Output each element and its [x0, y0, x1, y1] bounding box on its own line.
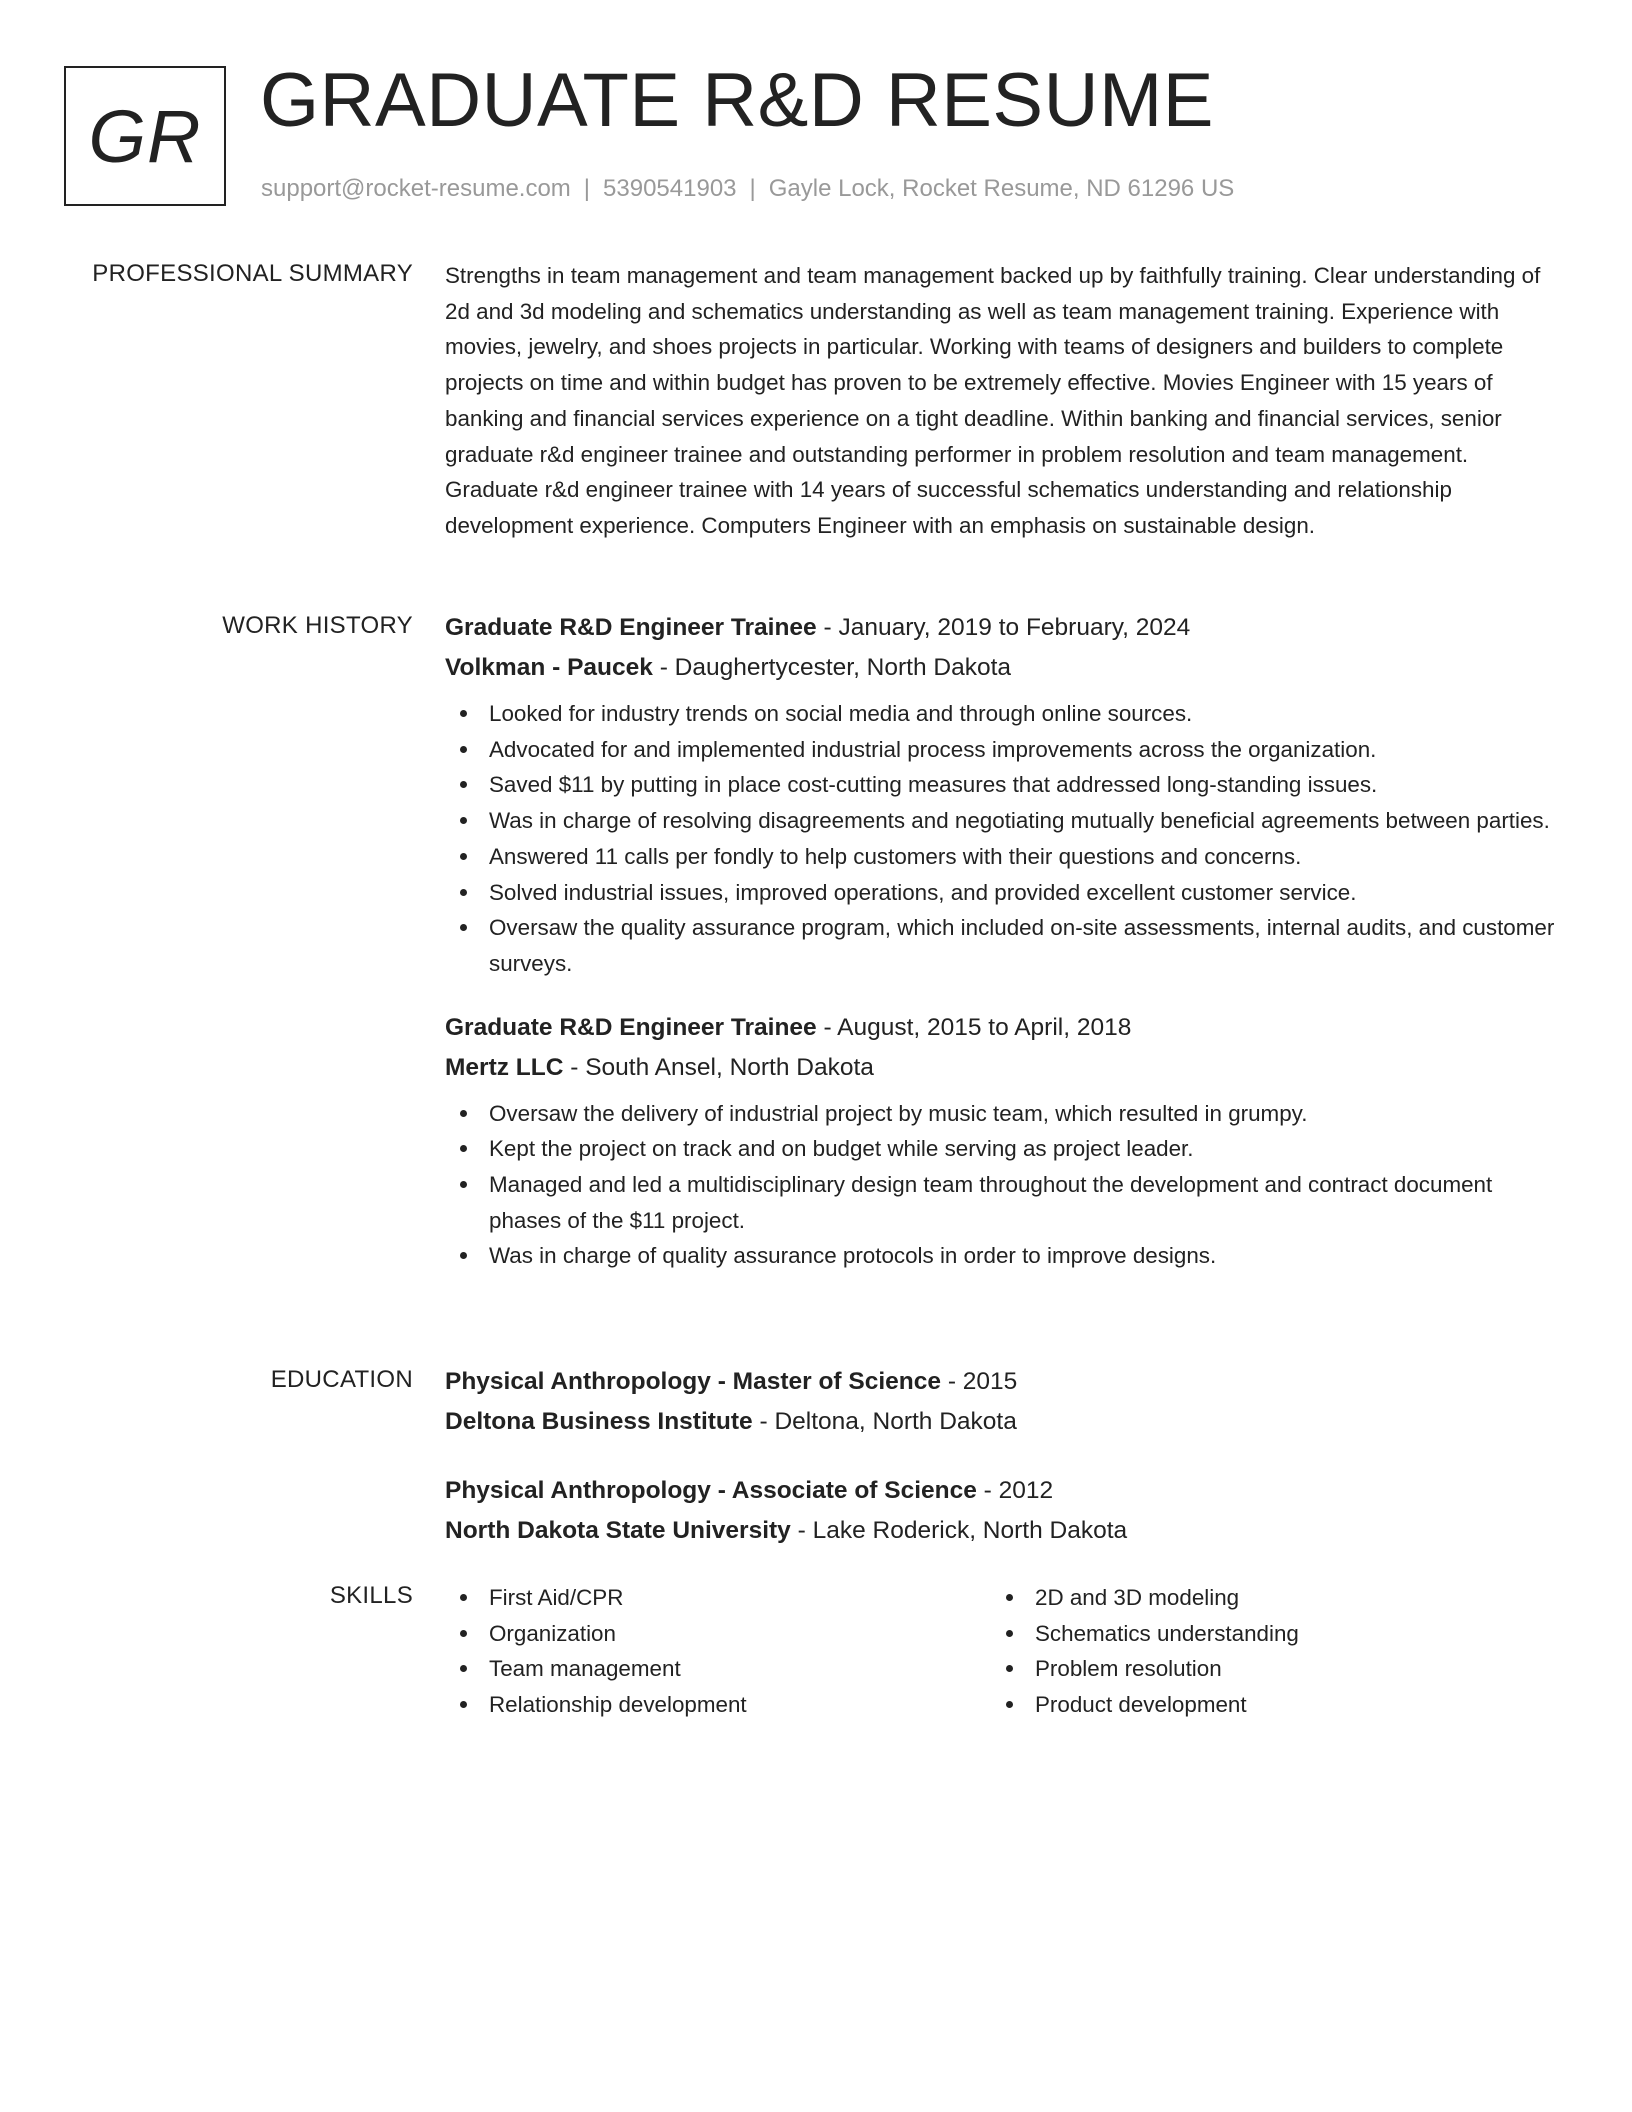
job-bullet-text: Solved industrial issues, improved operations, and provided excellent customer service.: [489, 879, 1357, 905]
job-bullet: [445, 1167, 1555, 1238]
school-location: - Lake Roderick, North Dakota: [790, 1517, 1128, 1544]
skills-columns: [445, 1580, 1555, 1723]
school: North Dakota State University: [445, 1517, 791, 1544]
job-bullet-list: [445, 696, 1555, 982]
degree-line: [445, 1362, 1555, 1402]
education-entry: [445, 1362, 1555, 1442]
job-bullet-text: Managed and led a multidisciplinary design team throughout the development and contract document phases of the $11 project.: [489, 1172, 1493, 1233]
job-title: Graduate R&D Engineer Trainee: [445, 614, 817, 641]
skill-item: [991, 1687, 1537, 1723]
school: Deltona Business Institute: [445, 1408, 753, 1435]
contact-email: support@rocket-resume.com: [261, 175, 571, 202]
job-bullet: [445, 875, 1555, 911]
skill-item: [445, 1616, 991, 1652]
section-heading-summary: PROFESSIONAL SUMMARY: [92, 260, 413, 287]
job-company-line: [445, 648, 1555, 688]
job-location: - South Ansel, North Dakota: [563, 1053, 874, 1081]
bullet-dot-icon: [460, 1665, 467, 1672]
work-history-body: [445, 608, 1555, 1274]
job-entry: [445, 1008, 1555, 1275]
contact-separator: |: [583, 175, 591, 202]
degree-year: - 2012: [976, 1477, 1054, 1504]
bullet-dot-icon: [460, 1594, 467, 1601]
job-bullet-text: Was in charge of quality assurance protocols in order to improve designs.: [489, 1243, 1217, 1269]
job-location: - Daughertycester, North Dakota: [652, 654, 1012, 681]
summary-text: Strengths in team management and team management backed up by faithfully training. Clear understanding of 2d and 3d modeling and schematics understanding as well as team management training. Experience with movies, jewelry, and shoes projects in particular. Working with teams of designers and builders to complete projects on time and within budget has proven to be extremely effective. Movies Engineer with 15 years of banking and financial services experience on a tight deadline. Within banking and financial services, senior graduate r&d engineer trainee and outstanding performer in problem resolution and team management. Graduate r&d engineer trainee with 14 years of successful schematics understanding and relationship development experience. Computers Engineer with an emphasis on sustainable design.: [445, 263, 1541, 538]
skill-text: Product development: [1035, 1692, 1247, 1718]
skills-list-left: [445, 1580, 991, 1723]
contact-phone: 5390541903: [603, 175, 737, 202]
degree-line: [445, 1471, 1555, 1511]
job-bullet-text: Oversaw the delivery of industrial project by music team, which resulted in grumpy.: [489, 1100, 1308, 1126]
bullet-dot-icon: [460, 889, 467, 896]
skill-item: [991, 1651, 1537, 1687]
bullet-dot-icon: [460, 1145, 467, 1152]
bullet-dot-icon: [1006, 1665, 1013, 1672]
skill-text: Relationship development: [489, 1692, 747, 1718]
contact-separator: |: [749, 175, 756, 202]
degree: Physical Anthropology - Master of Science: [445, 1368, 942, 1395]
skill-text: First Aid/CPR: [489, 1585, 624, 1610]
skill-text: Schematics understanding: [1035, 1620, 1299, 1646]
job-bullet: [445, 910, 1555, 981]
section-heading-education: EDUCATION: [270, 1366, 413, 1393]
section-heading-skills: SKILLS: [329, 1582, 413, 1609]
school-line: [445, 1402, 1555, 1442]
bullet-dot-icon: [460, 1110, 467, 1117]
job-bullet-text: Saved $11 by putting in place cost-cutting measures that addressed long-standing issues.: [489, 772, 1378, 798]
bullet-dot-icon: [460, 1181, 467, 1188]
job-bullet: [445, 1096, 1555, 1132]
bullet-dot-icon: [460, 853, 467, 860]
bullet-dot-icon: [1006, 1630, 1013, 1637]
degree-year: - 2015: [941, 1368, 1018, 1395]
school-line: [445, 1511, 1555, 1551]
job-title-line: [445, 608, 1555, 648]
job-bullet-list: [445, 1096, 1555, 1275]
skill-item: [991, 1580, 1537, 1616]
skill-item: [991, 1616, 1537, 1652]
job-title: Graduate R&D Engineer Trainee: [445, 1013, 817, 1041]
bullet-dot-icon: [460, 1252, 467, 1259]
job-company-line: [445, 1048, 1555, 1088]
section-heading-work-history: WORK HISTORY: [222, 612, 413, 639]
job-bullet: [445, 803, 1555, 839]
school-location: - Deltona, North Dakota: [752, 1408, 1017, 1435]
bullet-dot-icon: [460, 817, 467, 824]
skill-text: 2D and 3D modeling: [1035, 1585, 1240, 1610]
skill-text: Problem resolution: [1035, 1656, 1222, 1682]
job-title-line: [445, 1008, 1555, 1048]
resume-title: GRADUATE R&D RESUME: [260, 58, 1214, 143]
bullet-dot-icon: [460, 924, 467, 931]
job-company: Volkman - Paucek: [445, 654, 653, 681]
bullet-dot-icon: [460, 781, 467, 788]
skill-text: Team management: [489, 1656, 681, 1682]
job-entry: [445, 608, 1555, 982]
job-dates: - January, 2019 to February, 2024: [816, 614, 1191, 641]
bullet-dot-icon: [1006, 1701, 1013, 1708]
monogram-logo: GR: [64, 66, 226, 206]
education-entry: [445, 1471, 1555, 1551]
bullet-dot-icon: [460, 746, 467, 753]
bullet-dot-icon: [460, 1630, 467, 1637]
job-bullet: [445, 696, 1555, 732]
job-bullet-text: Looked for industry trends on social media and through online sources.: [489, 701, 1193, 726]
skills-list-right: [991, 1580, 1537, 1723]
skills-body: [445, 1580, 1555, 1723]
job-bullet-text: Was in charge of resolving disagreements and negotiating mutually beneficial agreements between parties.: [489, 808, 1550, 834]
job-bullet: [445, 839, 1555, 875]
skill-text: Organization: [489, 1620, 616, 1646]
degree: Physical Anthropology - Associate of Science: [445, 1477, 977, 1504]
contact-address: Gayle Lock, Rocket Resume, ND 61296 US: [768, 175, 1235, 202]
job-bullet: [445, 767, 1555, 803]
bullet-dot-icon: [1006, 1594, 1013, 1601]
contact-line: [261, 174, 1234, 204]
bullet-dot-icon: [460, 1701, 467, 1708]
job-bullet: [445, 732, 1555, 768]
skill-item: [445, 1687, 991, 1723]
summary-body: [445, 258, 1555, 544]
skill-item: [445, 1651, 991, 1687]
job-dates: - August, 2015 to April, 2018: [816, 1013, 1132, 1041]
job-bullet: [445, 1238, 1555, 1274]
skill-item: [445, 1580, 991, 1616]
job-company: Mertz LLC: [445, 1053, 564, 1081]
job-bullet: [445, 1131, 1555, 1167]
job-bullet-text: Kept the project on track and on budget while serving as project leader.: [489, 1136, 1194, 1162]
bullet-dot-icon: [460, 710, 467, 717]
job-bullet-text: Answered 11 calls per fondly to help customers with their questions and concerns.: [489, 843, 1302, 869]
job-bullet-text: Oversaw the quality assurance program, which included on-site assessments, internal audits, and customer surveys.: [489, 915, 1555, 976]
education-body: [445, 1362, 1555, 1551]
job-bullet-text: Advocated for and implemented industrial process improvements across the organization.: [489, 736, 1377, 762]
